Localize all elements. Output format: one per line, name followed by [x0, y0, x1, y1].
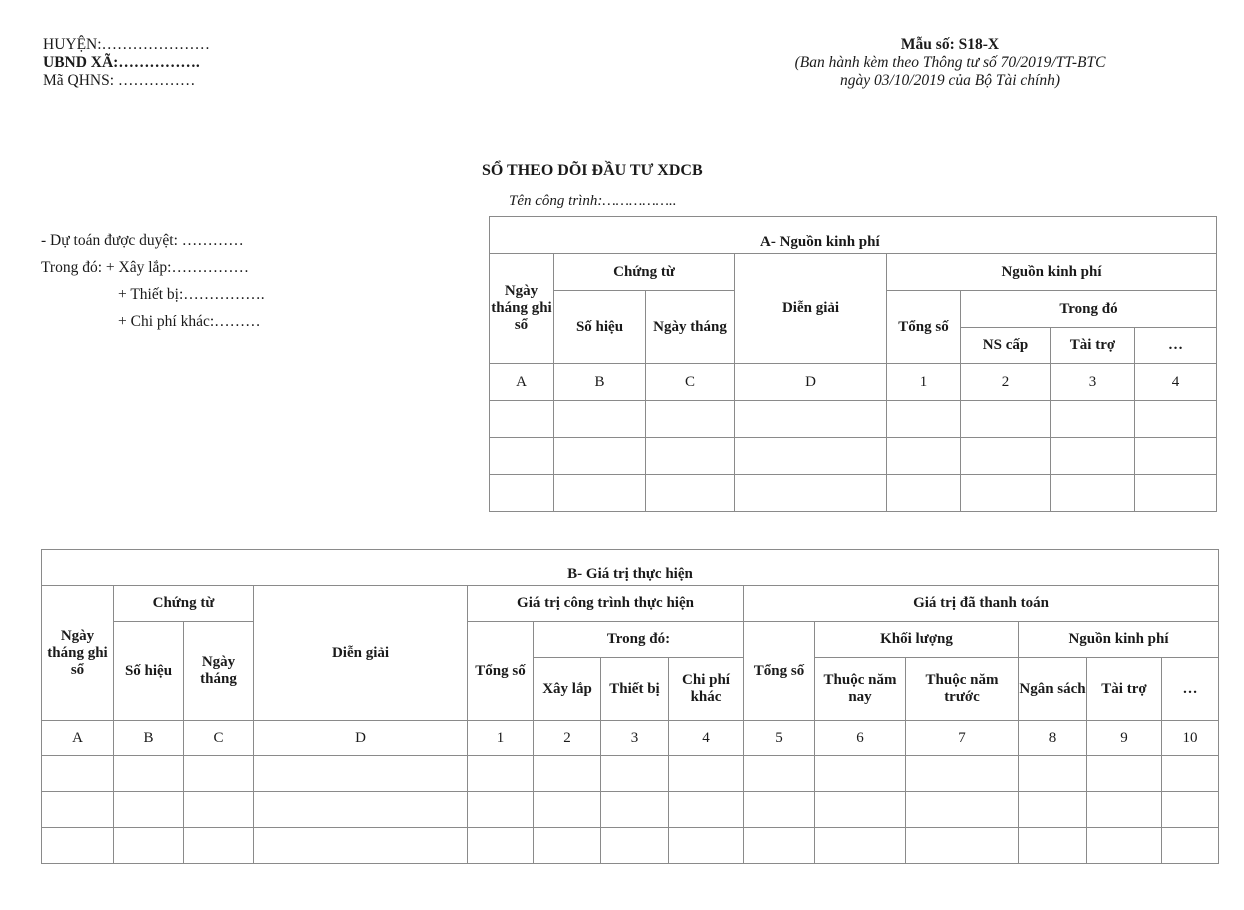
table-cell[interactable] [1162, 792, 1219, 828]
column-label: 4 [669, 721, 744, 756]
table-row [42, 792, 1219, 828]
table-cell[interactable] [906, 792, 1019, 828]
column-label: 3 [601, 721, 669, 756]
table-b-header-prior-year: Thuộc năm trước [906, 658, 1019, 721]
column-label: 1 [887, 364, 961, 401]
column-label: 10 [1162, 721, 1219, 756]
table-b-header-construction: Xây lắp [534, 658, 601, 721]
table-cell[interactable] [1087, 828, 1162, 864]
table-cell[interactable] [554, 438, 646, 475]
table-a-header-total: Tổng số [887, 291, 961, 364]
table-cell[interactable] [1162, 828, 1219, 864]
table-row [42, 756, 1219, 792]
table-cell[interactable] [184, 792, 254, 828]
table-cell[interactable] [669, 756, 744, 792]
table-cell[interactable] [468, 792, 534, 828]
column-label: B [114, 721, 184, 756]
table-cell[interactable] [1019, 828, 1087, 864]
table-cell[interactable] [601, 792, 669, 828]
table-cell[interactable] [961, 438, 1051, 475]
form-number: Mẫu số: S18-X [900, 36, 1000, 53]
table-b-header-funding: Nguồn kinh phí [1019, 622, 1219, 658]
table-cell[interactable] [1051, 438, 1135, 475]
table-row [42, 828, 1219, 864]
table-cell[interactable] [1135, 475, 1217, 512]
table-cell[interactable] [1019, 792, 1087, 828]
table-cell[interactable] [735, 401, 887, 438]
table-a-header-etc: … [1135, 328, 1217, 364]
table-cell[interactable] [184, 756, 254, 792]
table-b-header-description: Diễn giải [254, 586, 468, 721]
table-b-execution [41, 549, 1219, 864]
table-cell[interactable] [534, 792, 601, 828]
district-field: HUYỆN:………………… [43, 36, 211, 53]
table-cell[interactable] [42, 828, 114, 864]
table-cell[interactable] [887, 475, 961, 512]
column-label: A [490, 364, 554, 401]
table-cell[interactable] [468, 828, 534, 864]
header-right [700, 36, 1200, 90]
column-label: 2 [961, 364, 1051, 401]
table-cell[interactable] [646, 438, 735, 475]
table-a-header-voucher-no: Số hiệu [554, 291, 646, 364]
issued-line-2: ngày 03/10/2019 của Bộ Tài chính) [840, 72, 1060, 89]
table-a-header-of-which: Trong đó [961, 291, 1217, 328]
column-label: 6 [815, 721, 906, 756]
document-title: SỔ THEO DÕI ĐẦU TƯ XDCB [482, 162, 703, 179]
table-a-header-voucher-date: Ngày tháng [646, 291, 735, 364]
table-cell[interactable] [1051, 401, 1135, 438]
table-cell[interactable] [744, 756, 815, 792]
table-b-header-etc: … [1162, 658, 1219, 721]
table-cell[interactable] [906, 828, 1019, 864]
budget-code-field: Mã QHNS: …………… [43, 72, 196, 89]
table-a-header-ns-cap: NS cấp [961, 328, 1051, 364]
table-cell[interactable] [669, 828, 744, 864]
table-b-header-voucher-no: Số hiệu [114, 622, 184, 721]
table-cell[interactable] [669, 792, 744, 828]
table-cell[interactable] [744, 792, 815, 828]
table-a-title: A- Nguồn kinh phí [490, 217, 1217, 254]
table-cell[interactable] [184, 828, 254, 864]
table-a-column-labels [490, 364, 1217, 401]
table-b-header-date: Ngày tháng ghi sổ [42, 586, 114, 721]
table-cell[interactable] [254, 828, 468, 864]
table-cell[interactable] [815, 792, 906, 828]
header-left [43, 36, 210, 90]
table-cell[interactable] [254, 792, 468, 828]
table-row [490, 401, 1217, 438]
column-label: 1 [468, 721, 534, 756]
table-row [490, 438, 1217, 475]
budget-other: + Chi phí khác:……… [118, 313, 261, 330]
table-b-title: B- Giá trị thực hiện [42, 550, 1219, 586]
column-label: D [254, 721, 468, 756]
table-a-header-funding: Nguồn kinh phí [887, 254, 1217, 291]
table-cell[interactable] [490, 401, 554, 438]
table-b-header-total: Tổng số [468, 622, 534, 721]
budget-construction: Trong đó: + Xây lắp:…………… [41, 259, 249, 276]
table-a-header-description: Diễn giải [735, 254, 887, 364]
table-cell[interactable] [961, 475, 1051, 512]
table-cell[interactable] [1135, 438, 1217, 475]
table-b-header-of-which: Trong đó: [534, 622, 744, 658]
budget-equipment: + Thiết bị:……………. [118, 286, 265, 303]
table-cell[interactable] [490, 475, 554, 512]
table-cell[interactable] [490, 438, 554, 475]
column-label: C [184, 721, 254, 756]
budget-approved: - Dự toán được duyệt: ………… [41, 232, 244, 249]
issued-line-1: (Ban hành kèm theo Thông tư số 70/2019/TT-BTC [794, 54, 1106, 71]
table-a-funding [489, 216, 1217, 512]
table-cell[interactable] [114, 828, 184, 864]
table-cell[interactable] [735, 438, 887, 475]
table-cell[interactable] [887, 438, 961, 475]
column-label: 9 [1087, 721, 1162, 756]
table-b-header-work-value: Giá trị công trình thực hiện [468, 586, 744, 622]
project-name: Tên công trình:…………….. [509, 193, 677, 209]
table-cell[interactable] [1051, 475, 1135, 512]
table-b-header-grant: Tài trợ [1087, 658, 1162, 721]
column-label: 5 [744, 721, 815, 756]
table-a-header-date: Ngày tháng ghi sổ [490, 254, 554, 364]
table-cell[interactable] [1135, 401, 1217, 438]
table-cell[interactable] [735, 475, 887, 512]
table-cell[interactable] [1087, 792, 1162, 828]
column-label: C [646, 364, 735, 401]
table-b-header-other-cost: Chi phí khác [669, 658, 744, 721]
table-cell[interactable] [114, 756, 184, 792]
table-cell[interactable] [468, 756, 534, 792]
column-label: 8 [1019, 721, 1087, 756]
column-label: 4 [1135, 364, 1217, 401]
column-label: B [554, 364, 646, 401]
table-cell[interactable] [646, 401, 735, 438]
column-label: D [735, 364, 887, 401]
table-b-header-equipment: Thiết bị [601, 658, 669, 721]
table-b-header-this-year: Thuộc năm nay [815, 658, 906, 721]
column-label: A [42, 721, 114, 756]
table-row [490, 475, 1217, 512]
table-cell[interactable] [815, 756, 906, 792]
table-b-header-state-budget: Ngân sách [1019, 658, 1087, 721]
table-cell[interactable] [744, 828, 815, 864]
table-b-column-labels [42, 721, 1219, 756]
column-label: 2 [534, 721, 601, 756]
table-cell[interactable] [1019, 756, 1087, 792]
table-cell[interactable] [534, 756, 601, 792]
column-label: 3 [1051, 364, 1135, 401]
table-cell[interactable] [601, 828, 669, 864]
table-b-header-volume: Khối lượng [815, 622, 1019, 658]
table-cell[interactable] [534, 828, 601, 864]
table-cell[interactable] [601, 756, 669, 792]
table-cell[interactable] [42, 756, 114, 792]
table-cell[interactable] [906, 756, 1019, 792]
commune-field: UBND XÃ:……………. [43, 54, 200, 71]
table-cell[interactable] [114, 792, 184, 828]
table-cell[interactable] [1087, 756, 1162, 792]
table-cell[interactable] [1162, 756, 1219, 792]
table-cell[interactable] [554, 401, 646, 438]
table-cell[interactable] [42, 792, 114, 828]
column-label: 7 [906, 721, 1019, 756]
table-cell[interactable] [254, 756, 468, 792]
table-b-header-paid-value: Giá trị đã thanh toán [744, 586, 1219, 622]
table-b-header-voucher-date: Ngày tháng [184, 622, 254, 721]
table-b-header-voucher: Chứng từ [114, 586, 254, 622]
table-a-header-voucher: Chứng từ [554, 254, 735, 291]
table-cell[interactable] [815, 828, 906, 864]
table-cell[interactable] [646, 475, 735, 512]
table-cell[interactable] [554, 475, 646, 512]
table-b-header-paid-total: Tổng số [744, 622, 815, 721]
table-cell[interactable] [961, 401, 1051, 438]
table-cell[interactable] [887, 401, 961, 438]
table-a-header-grant: Tài trợ [1051, 328, 1135, 364]
